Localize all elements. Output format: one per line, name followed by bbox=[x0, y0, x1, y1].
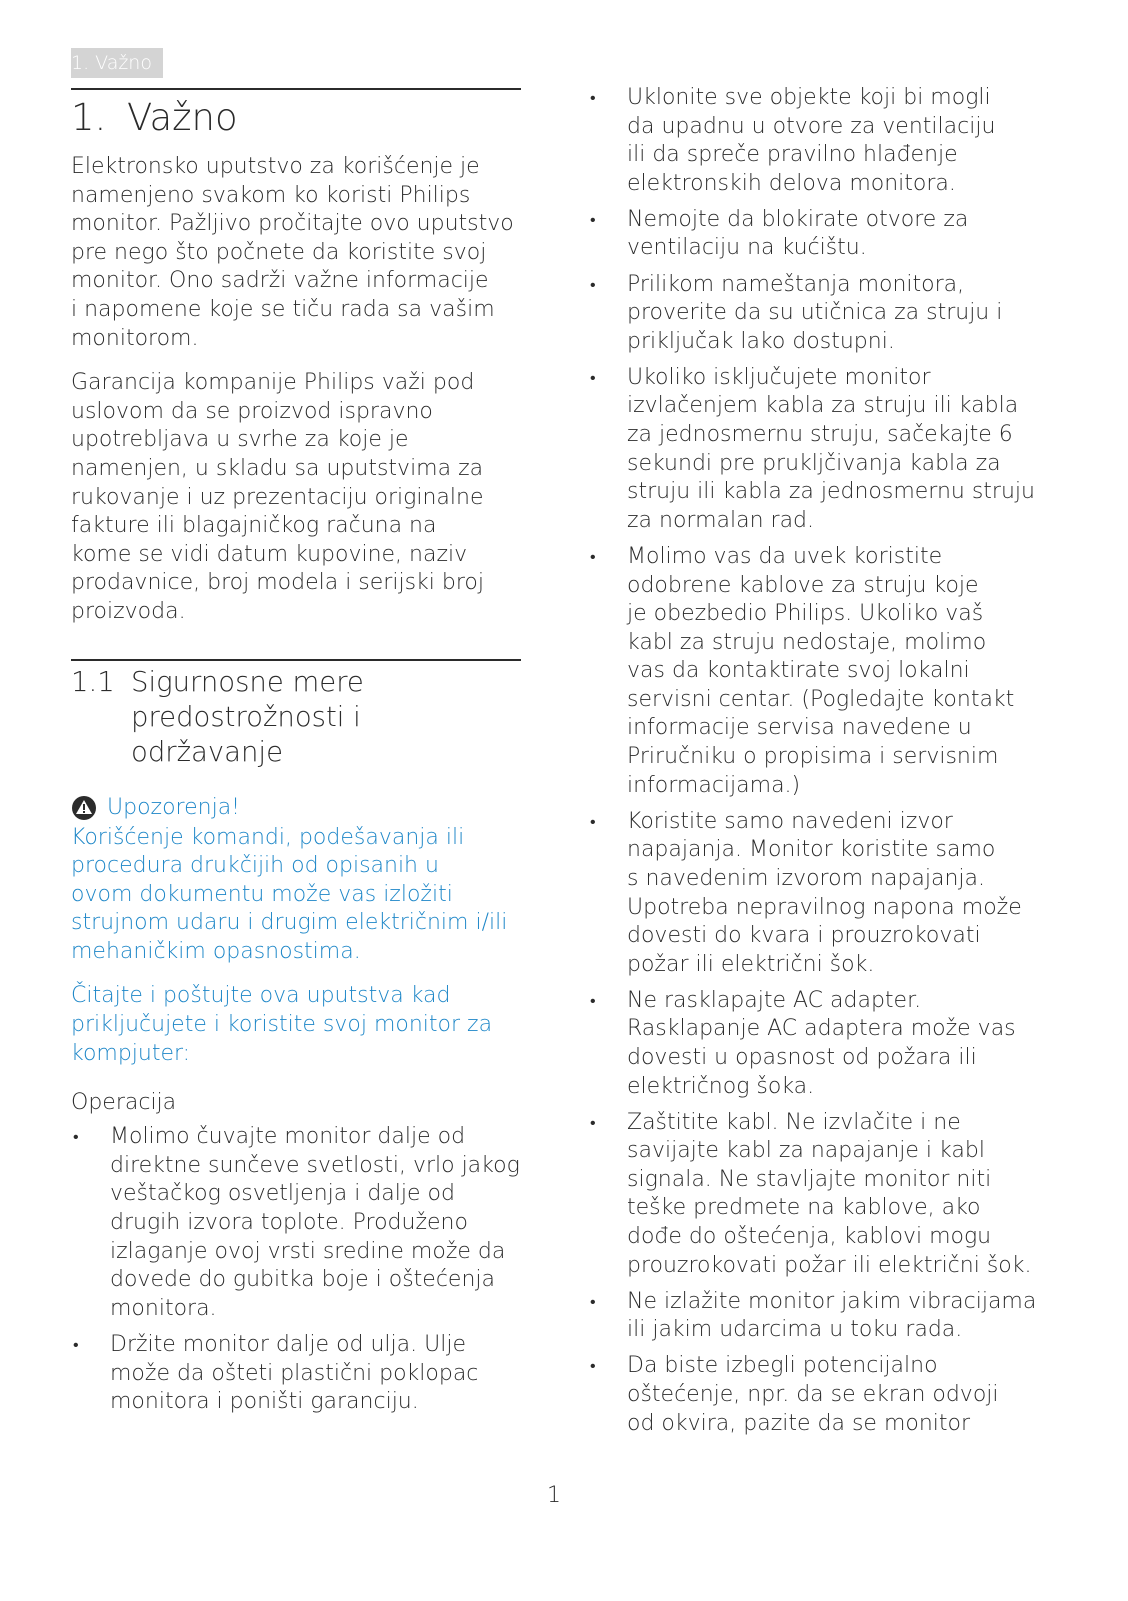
chapter-rule bbox=[71, 88, 521, 90]
right-column bbox=[588, 84, 1068, 1446]
list-item: • Držite monitor dalje od ulja. Ulje može da ošteti plastični poklopac monitora i poništi garanciju. bbox=[71, 1331, 521, 1417]
bullet: • bbox=[590, 274, 596, 294]
intro-paragraph: Elektronsko uputstvo za korišćenje je namenjeno svakom ko koristi Philips monitor. Pažljivo pročitajte ovo uputstvo pre nego što počnete da koristite svoj monitor. Ono sadrži važne informacije i napomene koje se tiču rada sa vašim monitorom. bbox=[71, 154, 514, 351]
section-rule bbox=[71, 659, 521, 661]
chapter-title: Važno bbox=[127, 96, 238, 139]
warning-paragraph-2: Čitajte i poštujte ova uputstva kad priključujete i koristite svoj monitor za kompjuter: bbox=[71, 983, 493, 1066]
list-item: • Ne izlažite monitor jakim vibracijama ili jakim udarcima u toku rada. bbox=[588, 1288, 1068, 1345]
warning-paragraph-1: Korišćenje komandi, podešavanja ili procedura drukčijih od opisanih u ovom dokumentu može vas izložiti strujnom udaru i drugim električnim i/ili mehaničkim opasnostima. bbox=[71, 824, 508, 964]
list-item: • Prilikom nameštanja monitora, proverite da su utičnica za struju i priključak lako dostupni. bbox=[588, 271, 1068, 357]
bullet: • bbox=[590, 990, 596, 1010]
list-item: • Zaštitite kabl. Ne izvlačite i ne savijajte kabl za napajanje i kabl signala. Ne stavljajte monitor niti teške predmete na kablove, ako dođe do oštećenja, kablovi mogu prouzrokovati požar ili električni šok. bbox=[588, 1109, 1068, 1281]
bullet: • bbox=[590, 209, 596, 229]
operation-list-right bbox=[588, 84, 1068, 1438]
section-heading bbox=[71, 665, 521, 770]
operation-heading: Operacija bbox=[71, 1090, 177, 1116]
bullet: • bbox=[590, 367, 596, 387]
list-item: • Ukoliko isključujete monitor izvlačenjem kabla za struju ili kabla za jednosmernu struju, sačekajte 6 sekundi pre prukljčivanja kabla za struju ili kabla za jednosmernu struju za normalan rad. bbox=[588, 364, 1068, 536]
bullet: • bbox=[590, 88, 596, 107]
bullet: • bbox=[590, 1112, 596, 1132]
bullet: • bbox=[590, 1291, 596, 1311]
list-item: • Molimo čuvajte monitor dalje od direktne sunčeve svetlosti, vrlo jakog veštačkog osvetljenja i dalje od drugih izvora toplote. Produženo izlaganje ovoj vrsti sredine može da dovede do gubitka boje i oštećenja monitora. bbox=[71, 1123, 521, 1323]
list-item: • Da biste izbegli potencijalno oštećenje, npr. da se ekran odvoji od okvira, pazite da se monitor bbox=[588, 1352, 1068, 1438]
list-item: • Ne rasklapajte AC adapter. Rasklapanje AC adaptera može vas dovesti u opasnost od požara ili električnog šoka. bbox=[588, 987, 1068, 1101]
bullet: • bbox=[73, 1334, 79, 1354]
chapter-heading bbox=[71, 96, 521, 139]
warranty-paragraph: Garancija kompanije Philips važi pod uslovom da se proizvod ispravno upotrebljava u svrhe za koje je namenjen, u skladu sa uputstvima za rukovanje i uz prezentaciju originalne fakture ili blagajničkog računa na kome se vidi datum kupovine, naziv prodavnice, broj modela i serijski broj proizvoda. bbox=[71, 370, 484, 624]
list-item: • Nemojte da blokirate otvore za ventilaciju na kućištu. bbox=[588, 206, 1068, 263]
bullet: • bbox=[590, 1356, 596, 1376]
page-number: 1 bbox=[547, 1483, 561, 1508]
operation-list-left bbox=[71, 1123, 521, 1416]
list-item: • Uklonite sve objekte koji bi mogli da upadnu u otvore za ventilaciju ili da spreče pravilno hlađenje elektronskih delova monitora. bbox=[588, 84, 1068, 198]
warning-triangle-icon bbox=[71, 795, 97, 821]
list-item: • Koristite samo navedeni izvor napajanja. Monitor koristite samo s navedenim izvorom napajanja. Upotreba nepravilnog napona može dovesti do kvara i prouzrokovati požar ili električni šok. bbox=[588, 808, 1068, 980]
bullet: • bbox=[73, 1127, 79, 1147]
section-title: Sigurnosne mere predostrožnosti i održavanje bbox=[131, 665, 364, 768]
section-tab: 1. Važno bbox=[71, 48, 163, 78]
list-item: • Molimo vas da uvek koristite odobrene kablove za struju koje je obezbedio Philips. Ukoliko vaš kabl za struju nedostaje, molimo vas da kontaktirate svoj lokalni servisni centar. (Pogledajte kontakt informacije servisa navedene u Priručniku o propisima i servisnim informacijama.) bbox=[588, 543, 1068, 800]
bullet: • bbox=[590, 811, 596, 831]
warning-heading bbox=[71, 794, 521, 822]
bullet: • bbox=[590, 546, 596, 566]
left-column bbox=[71, 88, 521, 1424]
chapter-number: 1. bbox=[71, 96, 107, 139]
warning-title: Upozorenja! bbox=[107, 794, 240, 820]
section-number: 1.1 bbox=[71, 665, 115, 698]
